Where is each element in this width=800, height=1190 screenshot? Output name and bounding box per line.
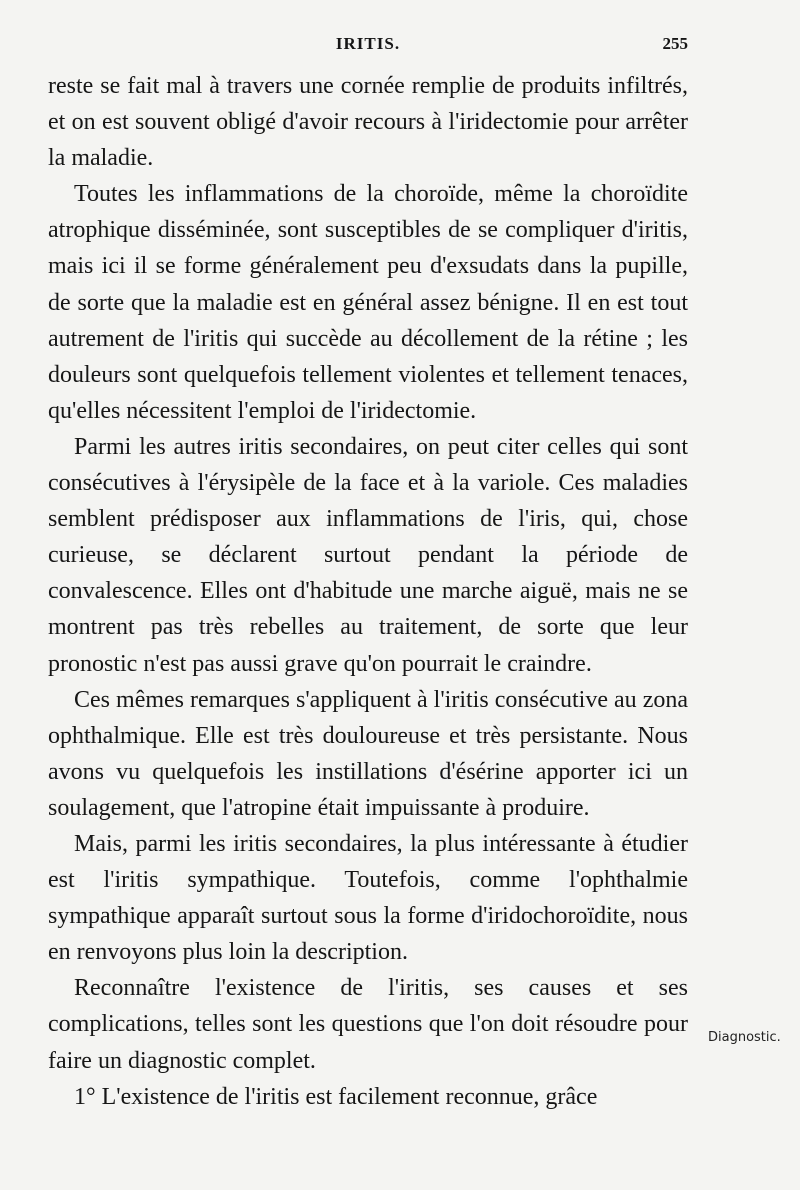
running-head: IRITIS. (335, 34, 401, 53)
paragraph: Parmi les autres iritis secondaires, on peut citer celles qui sont consécutives à l'érysipèle de la face et à la variole. Ces maladies semblent prédisposer aux inflammations de l'iris, qui, chose curieuse, se déclarent surtout pendant la période de convalescence. Elles ont d'habitude une marche aiguë, mais ne se montrent pas très rebelles au traitement, de sorte que leur pronostic n'est pas aussi grave qu'on pourrait le craindre. (48, 433, 688, 677)
paragraph: 1° L'existence de l'iritis est facilement reconnue, grâce (74, 1083, 598, 1110)
body-text (48, 68, 688, 1115)
margin-note-diagnostic: Diagnostic. (708, 1030, 781, 1045)
page-number: 255 (662, 34, 688, 53)
paragraph: Mais, parmi les iritis secondaires, la plus intéressante à étudier est l'iritis sympathique. Toutefois, comme l'ophthalmie sympathique apparaît surtout sous la forme d'iridochoroïdite, nous en renvoyons plus loin la description. (48, 830, 688, 966)
paragraph: reste se fait mal à travers une cornée remplie de produits infiltrés, et on est souvent obligé d'avoir recours à l'iridectomie pour arrêter la maladie. (48, 73, 688, 172)
paragraph: Reconnaître l'existence de l'iritis, ses causes et ses complications, telles sont les questions que l'on doit résoudre pour faire un diagnostic complet. (48, 975, 688, 1074)
paragraph: Ces mêmes remarques s'appliquent à l'iritis consécutive au zona ophthalmique. Elle est très douloureuse et très persistante. Nous avons vu quelquefois les instillations d'ésérine apporter ici un soulagement, que l'atropine était impuissante à produire. (48, 686, 688, 821)
paragraph: Toutes les inflammations de la choroïde, même la choroïdite atrophique disséminée, sont susceptibles de se compliquer d'iritis, mais ici il se forme généralement peu d'exsudats dans la pupille, de sorte que la maladie est en général assez bénigne. Il en est tout autrement de l'iritis qui succède au décollement de la rétine ; les douleurs sont quelquefois tellement violentes et tellement tenaces, qu'elles nécessitent l'emploi de l'iridectomie. (48, 181, 688, 424)
page-header (48, 30, 688, 60)
